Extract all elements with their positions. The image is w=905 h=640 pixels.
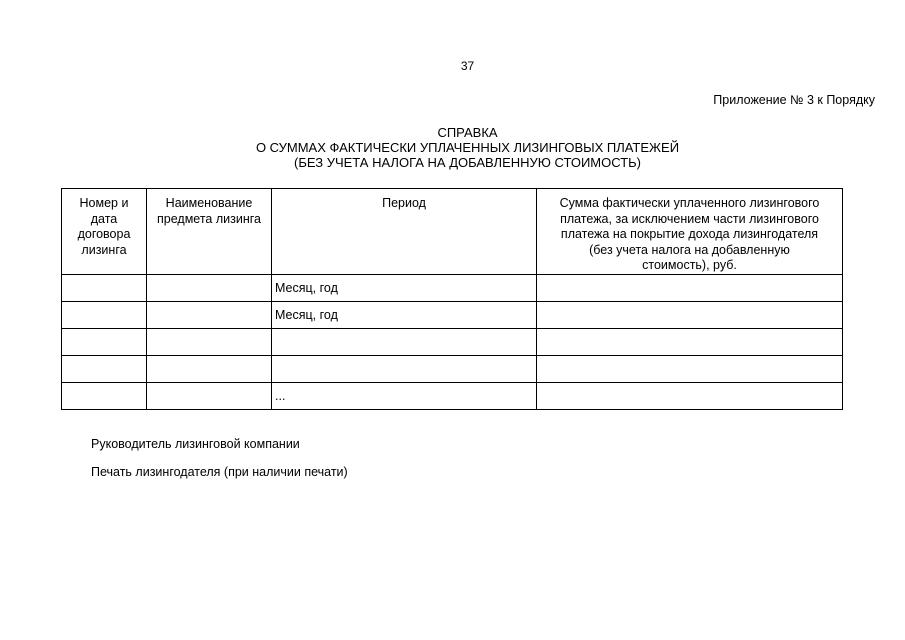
- table-header-row: [62, 189, 843, 275]
- cell-amount: [537, 328, 843, 355]
- title-line-2: О СУММАХ ФАКТИЧЕСКИ УПЛАЧЕННЫХ ЛИЗИНГОВЫХ ПЛАТЕЖЕЙ: [255, 140, 680, 155]
- header-text: договора: [77, 227, 131, 241]
- title-line-1: СПРАВКА: [437, 125, 498, 140]
- seal-label: Печать лизингодателя (при наличии печати): [91, 465, 348, 479]
- document-title: [0, 125, 905, 170]
- cell-subject: [147, 301, 272, 328]
- cell-subject: [147, 328, 272, 355]
- cell-period: [272, 355, 537, 382]
- page-number: 37: [460, 59, 475, 73]
- header-period: [272, 189, 537, 275]
- header-text: платежа на покрытие дохода лизингодателя: [560, 227, 819, 241]
- signature-head-label: Руководитель лизинговой компании: [91, 437, 300, 451]
- header-text: дата: [90, 211, 118, 226]
- table-row: [62, 382, 843, 409]
- header-amount: [537, 189, 843, 275]
- cell-contract: [62, 274, 147, 301]
- payments-table: [61, 188, 843, 410]
- cell-amount: [537, 355, 843, 382]
- title-line-3: (БЕЗ УЧЕТА НАЛОГА НА ДОБАВЛЕННУЮ СТОИМОСТЬ): [293, 155, 641, 170]
- header-text: платежа, за исключением части лизингового: [560, 211, 819, 226]
- cell-period: [272, 328, 537, 355]
- cell-period: Месяц, год: [272, 301, 537, 328]
- cell-contract: [62, 328, 147, 355]
- header-text: лизинга: [81, 242, 127, 257]
- cell-contract: [62, 355, 147, 382]
- cell-contract: [62, 301, 147, 328]
- cell-subject: [147, 274, 272, 301]
- header-text: предмета лизинга: [157, 211, 261, 226]
- cell-subject: [147, 355, 272, 382]
- header-contract-number: [62, 189, 147, 275]
- cell-subject: [147, 382, 272, 409]
- cell-period: ...: [272, 382, 537, 409]
- header-lease-subject: [147, 189, 272, 275]
- table-row: [62, 355, 843, 382]
- table-row: [62, 274, 843, 301]
- appendix-label: Приложение № 3 к Порядку: [713, 93, 875, 107]
- header-text: Номер и: [79, 196, 129, 210]
- header-text: Период: [382, 196, 426, 210]
- cell-amount: [537, 274, 843, 301]
- cell-period: Месяц, год: [272, 274, 537, 301]
- header-text: стоимость), руб.: [642, 258, 737, 272]
- table-row: [62, 301, 843, 328]
- header-text: (без учета налога на добавленную: [589, 242, 790, 257]
- cell-contract: [62, 382, 147, 409]
- cell-amount: [537, 301, 843, 328]
- table-row: [62, 328, 843, 355]
- cell-amount: [537, 382, 843, 409]
- header-text: Сумма фактически уплаченного лизингового: [559, 196, 820, 210]
- header-text: Наименование: [165, 196, 253, 210]
